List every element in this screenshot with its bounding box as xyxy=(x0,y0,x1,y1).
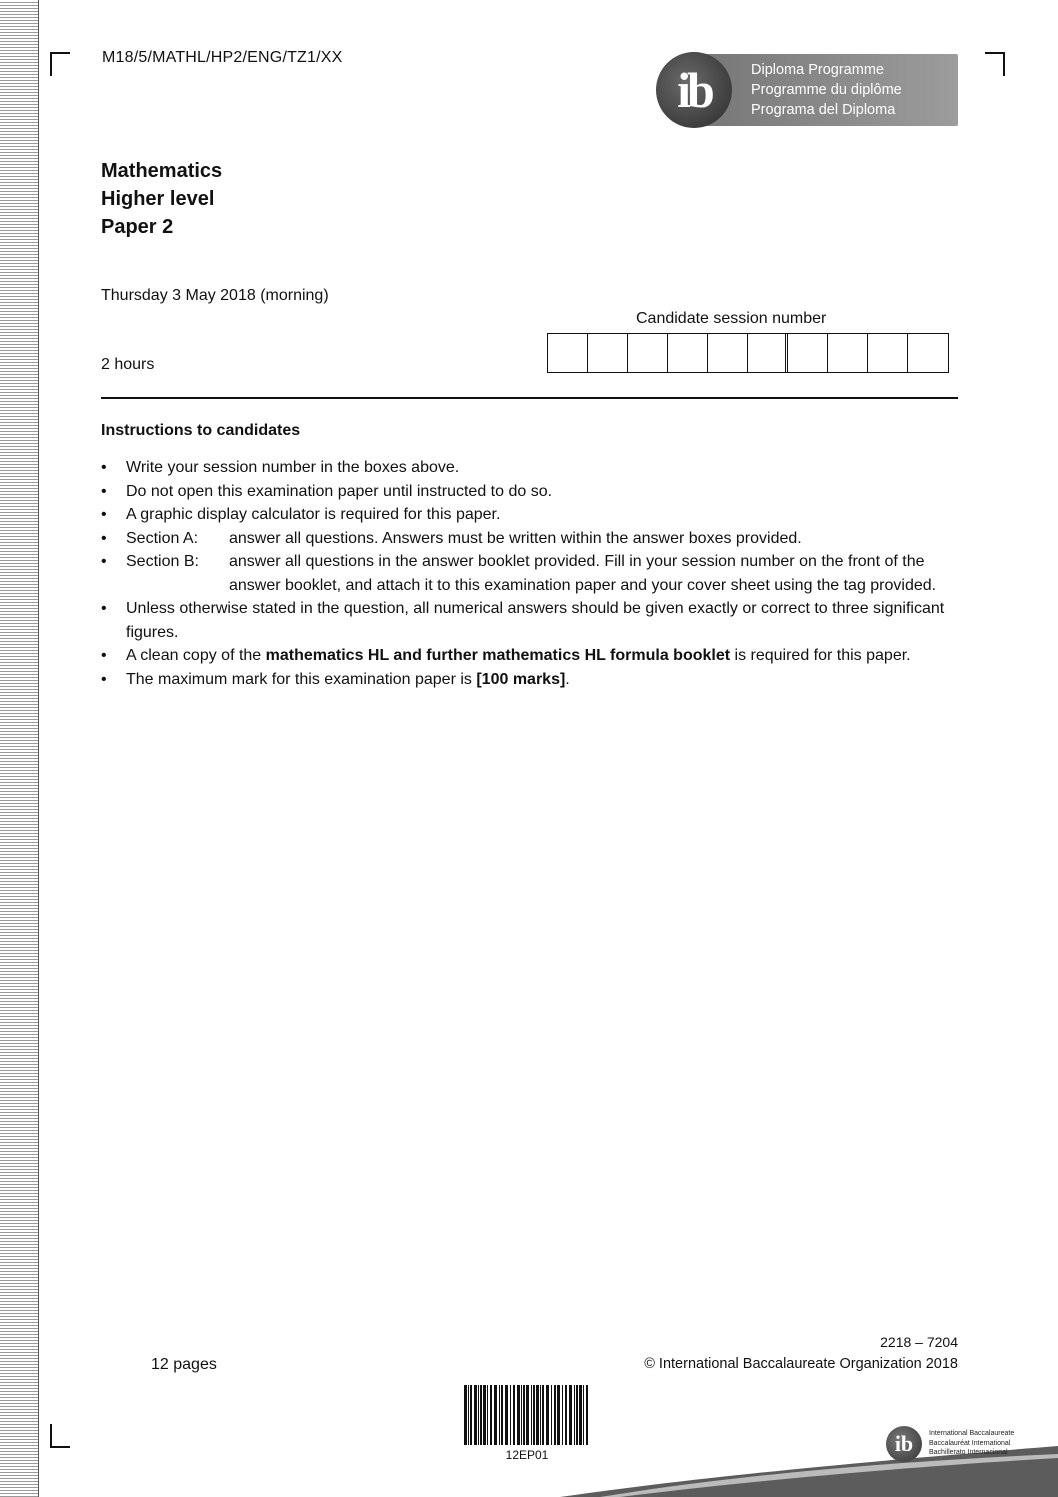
session-digit-box[interactable] xyxy=(868,334,908,372)
ib-diploma-logo xyxy=(656,52,958,128)
instruction-text xyxy=(126,668,961,692)
formula-booklet-emphasis: mathematics HL and further mathematics HL formula booklet xyxy=(265,647,731,664)
crop-mark-top-right xyxy=(985,52,1005,76)
instruction-item xyxy=(101,644,961,668)
instruction-item xyxy=(101,668,961,692)
instruction-item xyxy=(101,503,961,527)
barcode-icon xyxy=(462,1385,592,1445)
reference-number: 2218 – 7204 xyxy=(880,1334,958,1350)
section-label: Section B: xyxy=(126,553,199,570)
logo-text xyxy=(751,60,902,120)
bullet: • xyxy=(101,600,107,617)
bullet: • xyxy=(101,670,107,688)
bullet: • xyxy=(101,459,107,476)
instruction-item xyxy=(101,480,961,504)
instruction-item xyxy=(101,456,961,480)
instructions-heading: Instructions to candidates xyxy=(101,422,301,439)
binding-strip xyxy=(0,0,39,1497)
session-digit-box[interactable] xyxy=(548,334,588,372)
bullet: • xyxy=(101,529,107,547)
barcode-text: 12EP01 xyxy=(505,1448,549,1462)
session-digit-box[interactable] xyxy=(788,334,828,372)
org-logo-text xyxy=(929,1429,1014,1458)
paper-code: M18/5/MATHL/HP2/ENG/TZ1/XX xyxy=(102,49,343,66)
max-marks-emphasis: [100 marks] xyxy=(476,670,566,688)
session-digit-box[interactable] xyxy=(628,334,668,372)
exam-duration: 2 hours xyxy=(101,356,155,373)
logo-line: Programme du diplôme xyxy=(751,82,902,98)
header-divider xyxy=(101,397,958,399)
session-digit-box[interactable] xyxy=(748,334,788,372)
org-logo-line: Bachillerato Internacional xyxy=(929,1449,1008,1456)
session-digit-box[interactable] xyxy=(708,334,748,372)
crop-mark-bottom-left xyxy=(50,1424,70,1448)
subject-block xyxy=(101,157,222,241)
text-segment: A clean copy of the xyxy=(126,647,266,664)
org-logo-line: International Baccalaureate xyxy=(929,1430,1015,1437)
session-digit-box[interactable] xyxy=(588,334,628,372)
bullet: • xyxy=(101,553,107,570)
bullet: • xyxy=(101,482,107,500)
crop-mark-top-left xyxy=(50,52,70,76)
subject-paper: Paper 2 xyxy=(101,216,174,238)
instruction-text: Write your session number in the boxes above. xyxy=(126,459,460,476)
exam-date: Thursday 3 May 2018 (morning) xyxy=(101,287,329,304)
instruction-item xyxy=(101,527,961,551)
section-label: Section A: xyxy=(126,529,199,547)
text-segment: is required for this paper. xyxy=(730,647,911,664)
bullet: • xyxy=(101,506,107,523)
instructions-list xyxy=(101,456,961,691)
session-digit-box[interactable] xyxy=(908,334,948,372)
instruction-text: answer all questions in the answer booklet provided. Fill in your session number on the front of the answer booklet, and attach it to this examination paper and your cover sheet using the tag provided. xyxy=(229,553,937,594)
instruction-text: answer all questions. Answers must be written within the answer boxes provided. xyxy=(229,529,802,547)
instruction-text xyxy=(126,644,961,668)
org-logo-line: Baccalauréat International xyxy=(929,1439,1011,1447)
text-segment: The maximum mark for this examination paper is xyxy=(126,670,477,688)
ib-monogram-small-icon: ib xyxy=(886,1426,922,1462)
subject-level: Higher level xyxy=(101,188,215,210)
candidate-session-label: Candidate session number xyxy=(636,310,827,327)
instruction-text: Unless otherwise stated in the question, all numerical answers should be given exactly or correct to three significant figures. xyxy=(126,600,945,641)
instruction-text: A graphic display calculator is required for this paper. xyxy=(126,506,501,523)
session-digit-box[interactable] xyxy=(668,334,708,372)
ib-organization-logo xyxy=(886,1426,1036,1466)
logo-line: Programa del Diploma xyxy=(751,102,896,118)
instruction-item xyxy=(101,597,961,644)
text-segment: . xyxy=(565,670,570,688)
copyright-notice: © International Baccalaureate Organization 2018 xyxy=(644,1356,958,1372)
candidate-session-boxes xyxy=(547,333,949,373)
bullet: • xyxy=(101,647,107,664)
subject-title: Mathematics xyxy=(101,160,223,182)
instruction-text: Do not open this examination paper until instructed to do so. xyxy=(126,482,553,500)
session-digit-box[interactable] xyxy=(828,334,868,372)
ib-monogram-icon: ib xyxy=(656,52,732,128)
instruction-item xyxy=(101,550,961,597)
page-count: 12 pages xyxy=(151,1356,217,1373)
logo-line: Diploma Programme xyxy=(751,62,884,78)
